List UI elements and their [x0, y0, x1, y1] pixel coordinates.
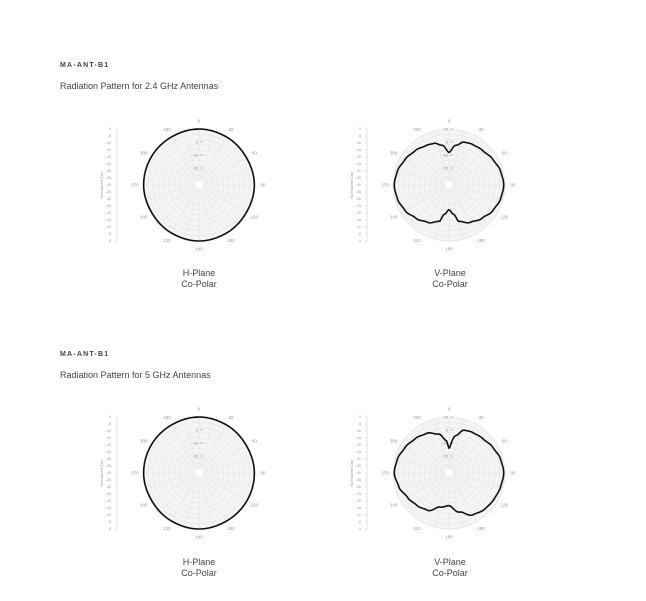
angle-label: 240 — [389, 502, 398, 508]
product-code: MA-ANT-B1 — [60, 351, 110, 358]
svg-text:-40: -40 — [105, 183, 111, 188]
angle-label: 270 — [131, 182, 139, 188]
svg-text:-30: -30 — [355, 457, 361, 462]
radial-label: 10 — [443, 126, 448, 132]
radial-label: -20 — [442, 165, 448, 171]
svg-text:-10: -10 — [105, 141, 111, 146]
angle-label: 210 — [413, 237, 421, 243]
caption-line-1: H-Plane — [182, 268, 216, 278]
svg-text:-30: -30 — [355, 485, 361, 490]
section-title: Radiation Pattern for 2.4 GHz Antennas — [60, 81, 219, 91]
svg-text:0: 0 — [109, 415, 111, 420]
angle-label: 120 — [500, 502, 509, 508]
svg-text:-5: -5 — [107, 134, 111, 139]
svg-text:0: 0 — [359, 527, 361, 532]
svg-text:-30: -30 — [355, 197, 361, 202]
caption-line-1: H-Plane — [182, 557, 216, 567]
angle-label: 90 — [260, 182, 266, 188]
gain-axis — [100, 127, 117, 243]
radial-label: -20 — [192, 165, 198, 171]
caption-v-plane-2-4ghz — [390, 268, 510, 290]
svg-text:-30: -30 — [355, 169, 361, 174]
radial-label: -20 — [192, 453, 198, 459]
svg-text:-25: -25 — [355, 162, 361, 167]
svg-text:-15: -15 — [355, 218, 361, 223]
angle-label: 30 — [228, 415, 234, 421]
caption-v-plane-5ghz — [390, 557, 510, 579]
svg-text:-25: -25 — [105, 162, 111, 167]
radial-label: -10 — [192, 152, 198, 158]
svg-text:-40: -40 — [355, 183, 361, 188]
polar-plot — [350, 403, 530, 548]
angle-label: 0 — [447, 406, 451, 412]
svg-text:-35: -35 — [105, 176, 111, 181]
angle-label: 240 — [139, 502, 148, 508]
svg-text:-20: -20 — [105, 155, 111, 160]
caption-line-2: Co-Polar — [432, 279, 468, 289]
angle-label: 210 — [413, 525, 421, 531]
angle-label: 330 — [163, 127, 171, 133]
angle-label: 90 — [510, 182, 516, 188]
svg-text:-10: -10 — [355, 513, 361, 518]
svg-text:-10: -10 — [105, 225, 111, 230]
angle-label: 120 — [250, 214, 259, 220]
angle-label: 210 — [163, 237, 171, 243]
svg-text:-35: -35 — [105, 478, 111, 483]
svg-text:-5: -5 — [357, 232, 361, 237]
radial-label: 0 — [195, 139, 198, 145]
radial-label: -10 — [442, 440, 448, 446]
angle-label: 150 — [477, 237, 485, 243]
svg-text:-25: -25 — [355, 204, 361, 209]
caption-h-plane-5ghz — [139, 557, 259, 579]
svg-text:0: 0 — [109, 127, 111, 132]
angle-label: 90 — [260, 470, 266, 476]
svg-text:-35: -35 — [355, 176, 361, 181]
svg-text:-25: -25 — [355, 450, 361, 455]
angle-label: 240 — [389, 214, 398, 220]
gain-axis — [350, 127, 367, 243]
angle-label: 150 — [477, 525, 485, 531]
radial-label: 10 — [443, 414, 448, 420]
radial-label: 0 — [195, 427, 198, 433]
svg-text:-30: -30 — [105, 197, 111, 202]
angle-label: 150 — [227, 237, 235, 243]
svg-text:-5: -5 — [107, 232, 111, 237]
caption-line-2: Co-Polar — [432, 568, 468, 578]
svg-text:-35: -35 — [355, 478, 361, 483]
svg-text:-30: -30 — [105, 169, 111, 174]
radial-label: -10 — [192, 440, 198, 446]
chart-v-plane-2-4ghz — [350, 115, 530, 260]
svg-text:-20: -20 — [105, 499, 111, 504]
svg-text:-20: -20 — [355, 155, 361, 160]
angle-label: 270 — [131, 470, 139, 476]
angle-label: 240 — [139, 214, 148, 220]
svg-text:-25: -25 — [105, 204, 111, 209]
angle-label: 300 — [139, 150, 148, 156]
chart-v-plane-5ghz — [350, 403, 530, 548]
angle-label: 150 — [227, 525, 235, 531]
caption-line-1: V-Plane — [434, 557, 466, 567]
angle-label: 30 — [228, 127, 234, 133]
angle-label: 30 — [478, 127, 484, 133]
radial-label: -20 — [442, 453, 448, 459]
svg-text:-20: -20 — [355, 499, 361, 504]
svg-text:-10: -10 — [355, 141, 361, 146]
svg-text:-10: -10 — [355, 429, 361, 434]
angle-label: 60 — [501, 438, 507, 444]
svg-text:-20: -20 — [105, 211, 111, 216]
polar-plot — [100, 403, 280, 548]
svg-text:-20: -20 — [105, 443, 111, 448]
svg-text:-5: -5 — [357, 422, 361, 427]
svg-text:-35: -35 — [355, 190, 361, 195]
axis-label: Normalized Gain — [350, 459, 354, 487]
chart-h-plane-5ghz — [100, 403, 280, 548]
svg-text:0: 0 — [359, 127, 361, 132]
svg-text:-10: -10 — [355, 225, 361, 230]
svg-text:0: 0 — [109, 239, 111, 244]
svg-text:0: 0 — [359, 415, 361, 420]
angle-label: 270 — [381, 182, 389, 188]
svg-text:-25: -25 — [105, 450, 111, 455]
angle-label: 330 — [413, 415, 421, 421]
svg-text:-5: -5 — [107, 520, 111, 525]
radial-label: 0 — [445, 427, 448, 433]
svg-text:-15: -15 — [105, 218, 111, 223]
angle-label: 300 — [389, 438, 398, 444]
svg-text:-35: -35 — [105, 190, 111, 195]
angle-label: 180 — [445, 534, 453, 540]
svg-text:0: 0 — [359, 239, 361, 244]
angle-label: 90 — [510, 470, 516, 476]
axis-label: Normalized Gain — [350, 171, 354, 199]
product-code: MA-ANT-B1 — [60, 62, 110, 69]
svg-text:-5: -5 — [107, 422, 111, 427]
svg-text:-30: -30 — [105, 485, 111, 490]
angle-label: 30 — [478, 415, 484, 421]
caption-line-1: V-Plane — [434, 268, 466, 278]
polar-plot — [100, 115, 280, 260]
angle-label: 180 — [445, 246, 453, 252]
radial-label: 10 — [193, 126, 198, 132]
svg-text:-15: -15 — [105, 436, 111, 441]
caption-line-2: Co-Polar — [181, 279, 217, 289]
angle-label: 0 — [197, 406, 201, 412]
angle-label: 180 — [195, 534, 203, 540]
caption-h-plane-2-4ghz — [139, 268, 259, 290]
section-title: Radiation Pattern for 5 GHz Antennas — [60, 370, 211, 380]
svg-text:-15: -15 — [355, 506, 361, 511]
angle-label: 120 — [250, 502, 259, 508]
svg-text:-30: -30 — [105, 457, 111, 462]
svg-text:-10: -10 — [105, 513, 111, 518]
svg-text:-15: -15 — [105, 148, 111, 153]
radial-label: -10 — [442, 152, 448, 158]
angle-label: 60 — [251, 150, 257, 156]
svg-text:-15: -15 — [355, 436, 361, 441]
angle-label: 0 — [447, 118, 451, 124]
angle-label: 60 — [251, 438, 257, 444]
svg-text:-15: -15 — [355, 148, 361, 153]
svg-text:-35: -35 — [105, 464, 111, 469]
svg-text:-20: -20 — [355, 443, 361, 448]
caption-line-2: Co-Polar — [181, 568, 217, 578]
svg-text:-25: -25 — [355, 492, 361, 497]
angle-label: 60 — [501, 150, 507, 156]
gain-axis — [100, 415, 117, 531]
svg-text:-35: -35 — [355, 464, 361, 469]
angle-label: 300 — [139, 438, 148, 444]
axis-label: Normalized Gain — [100, 459, 104, 487]
angle-label: 210 — [163, 525, 171, 531]
radial-label: 0 — [445, 139, 448, 145]
angle-label: 270 — [381, 470, 389, 476]
svg-text:-40: -40 — [105, 471, 111, 476]
svg-text:-40: -40 — [355, 471, 361, 476]
svg-text:0: 0 — [109, 527, 111, 532]
gain-axis — [350, 415, 367, 531]
polar-plot — [350, 115, 530, 260]
svg-text:-10: -10 — [105, 429, 111, 434]
angle-label: 180 — [195, 246, 203, 252]
svg-text:-5: -5 — [357, 134, 361, 139]
chart-h-plane-2-4ghz — [100, 115, 280, 260]
angle-label: 0 — [197, 118, 201, 124]
angle-label: 330 — [163, 415, 171, 421]
angle-label: 120 — [500, 214, 509, 220]
svg-text:-20: -20 — [355, 211, 361, 216]
angle-label: 300 — [389, 150, 398, 156]
angle-label: 330 — [413, 127, 421, 133]
svg-text:-5: -5 — [357, 520, 361, 525]
svg-text:-25: -25 — [105, 492, 111, 497]
axis-label: Normalized Gain — [100, 171, 104, 199]
svg-text:-15: -15 — [105, 506, 111, 511]
radial-label: 10 — [193, 414, 198, 420]
